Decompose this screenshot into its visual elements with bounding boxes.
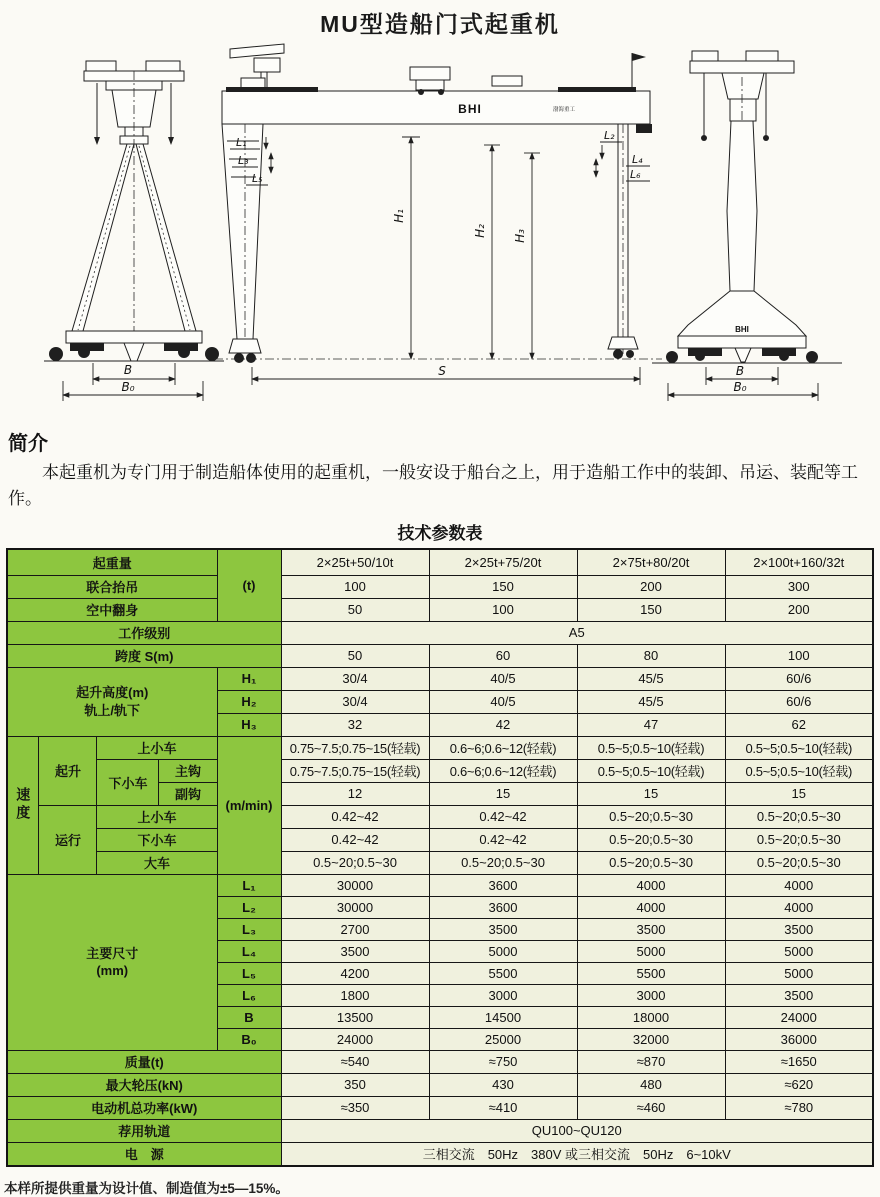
param-value: 2×75t+80/20t <box>577 549 725 576</box>
param-value: 45/5 <box>577 690 725 713</box>
param-value: ≈410 <box>429 1096 577 1119</box>
dim-label-l3: L₃ <box>238 154 249 167</box>
param-value: 24000 <box>281 1028 429 1050</box>
param-value: 42 <box>429 713 577 736</box>
param-value: 15 <box>725 782 873 805</box>
param-value: 15 <box>577 782 725 805</box>
param-value: 30000 <box>281 896 429 918</box>
param-value: 36000 <box>725 1028 873 1050</box>
row-label-power-supply: 电 源 <box>7 1142 281 1166</box>
param-value: 5000 <box>429 940 577 962</box>
table-title: 技术参数表 <box>397 523 483 543</box>
param-value: 4000 <box>725 874 873 896</box>
row-key-l3: L₃ <box>217 918 281 940</box>
dim-label-l1: L₁ <box>236 136 247 149</box>
param-value: 2×25t+50/10t <box>281 549 429 576</box>
row-label-aux-hook: 副钩 <box>159 782 217 805</box>
param-value: 2700 <box>281 918 429 940</box>
param-value: 200 <box>725 598 873 621</box>
param-value: 24000 <box>725 1006 873 1028</box>
param-value: ≈750 <box>429 1050 577 1073</box>
param-value: 2×100t+160/32t <box>725 549 873 576</box>
row-key-h2: H₂ <box>217 690 281 713</box>
param-value: 350 <box>281 1073 429 1096</box>
param-value: 0.5~20;0.5~30 <box>725 851 873 874</box>
dim-label-b-left: B <box>123 363 133 377</box>
row-key-l6: L₆ <box>217 984 281 1006</box>
param-value: 3500 <box>429 918 577 940</box>
param-value: 3600 <box>429 896 577 918</box>
param-value: ≈1650 <box>725 1050 873 1073</box>
dim-label-b-right: B <box>735 364 745 378</box>
row-label-rail: 荐用轨道 <box>7 1119 281 1142</box>
param-value: 60/6 <box>725 690 873 713</box>
row-label-mass: 质量(t) <box>7 1050 281 1073</box>
row-label-speed <box>7 736 39 874</box>
crane-drawing <box>0 41 880 419</box>
row-label-main-dimensions <box>7 874 217 1050</box>
param-value: 47 <box>577 713 725 736</box>
row-key-l1: L₁ <box>217 874 281 896</box>
main-dimensions-unit: (mm) <box>96 963 129 979</box>
param-value: 13500 <box>281 1006 429 1028</box>
row-label-air-turnover: 空中翻身 <box>7 598 217 621</box>
dim-label-h2: H₂ <box>473 224 487 238</box>
row-label-motor-power: 电动机总功率(kW) <box>7 1096 281 1119</box>
param-value: 0.5~20;0.5~30 <box>281 851 429 874</box>
row-label-duty-class: 工作级别 <box>7 621 281 644</box>
param-value: 0.5~20;0.5~30 <box>725 805 873 828</box>
row-key-l5: L₅ <box>217 962 281 984</box>
dim-label-b0-left: B₀ <box>121 380 135 394</box>
catalog-page <box>0 6 880 1196</box>
param-value: 5500 <box>577 962 725 984</box>
param-value: 0.42~42 <box>281 828 429 851</box>
param-value: 3500 <box>725 918 873 940</box>
main-dimensions-label: 主要尺寸 <box>86 945 139 961</box>
param-value: 0.5~5;0.5~10(轻载) <box>577 736 725 759</box>
param-value: 5000 <box>725 962 873 984</box>
param-value: 0.42~42 <box>281 805 429 828</box>
param-value: 150 <box>429 575 577 598</box>
girder-brand-label: BHI <box>458 102 482 116</box>
row-label-span: 跨度 S(m) <box>7 644 281 667</box>
dim-label-b0-right: B₀ <box>733 380 747 394</box>
param-value: 32000 <box>577 1028 725 1050</box>
intro-paragraph: 本起重机为专门用于制造船体使用的起重机，一般安设于船台之上，用于造船工作中的装卸、吊运、装配等工作。 <box>8 463 858 509</box>
row-label-travelling: 运行 <box>39 805 97 874</box>
intro-heading: 简介 <box>8 433 48 455</box>
param-value: 30/4 <box>281 690 429 713</box>
param-value: 15 <box>429 782 577 805</box>
row-key-h1: H₁ <box>217 667 281 690</box>
param-value: 100 <box>429 598 577 621</box>
row-label-upper-trolley-travel: 上小车 <box>97 805 217 828</box>
param-value: 150 <box>577 598 725 621</box>
param-value: 18000 <box>577 1006 725 1028</box>
param-value: 100 <box>281 575 429 598</box>
param-value: 3000 <box>577 984 725 1006</box>
param-value: 5000 <box>725 940 873 962</box>
param-value: 4200 <box>281 962 429 984</box>
param-value: 0.5~5;0.5~10(轻载) <box>725 759 873 782</box>
param-value: 200 <box>577 575 725 598</box>
param-value: 62 <box>725 713 873 736</box>
param-value: 40/5 <box>429 690 577 713</box>
row-label-lifting-height <box>7 667 217 736</box>
param-value: 0.5~20;0.5~30 <box>725 828 873 851</box>
param-value: 100 <box>725 644 873 667</box>
param-value: 50 <box>281 598 429 621</box>
row-label-main-hook: 主钩 <box>159 759 217 782</box>
param-value: 12 <box>281 782 429 805</box>
param-value: 430 <box>429 1073 577 1096</box>
param-value: 3500 <box>281 940 429 962</box>
param-value: 0.42~42 <box>429 805 577 828</box>
param-value: ≈870 <box>577 1050 725 1073</box>
param-value: 3500 <box>577 918 725 940</box>
param-value: 0.75~7.5;0.75~15(轻载) <box>281 736 429 759</box>
dim-label-h3: H₃ <box>513 229 527 243</box>
param-value: 30000 <box>281 874 429 896</box>
unit-t-cell: (t) <box>217 549 281 622</box>
param-value: 50 <box>281 644 429 667</box>
row-label-lower-trolley-travel: 下小车 <box>97 828 217 851</box>
param-value: 0.6~6;0.6~12(轻载) <box>429 736 577 759</box>
param-value: ≈780 <box>725 1096 873 1119</box>
param-value: 0.5~20;0.5~30 <box>577 828 725 851</box>
intro-section <box>8 427 870 513</box>
row-label-wheel-load: 最大轮压(kN) <box>7 1073 281 1096</box>
lifting-height-sublabel: 轨上/轨下 <box>84 702 141 718</box>
param-value: 300 <box>725 575 873 598</box>
row-key-l4: L₄ <box>217 940 281 962</box>
param-value: 0.6~6;0.6~12(轻载) <box>429 759 577 782</box>
dim-label-s: S <box>438 364 446 378</box>
row-label-capacity: 起重量 <box>7 549 217 576</box>
footnote: 本样所提供重量为设计值、制造值为±5—15%。 <box>4 1180 289 1196</box>
param-value: A5 <box>281 621 873 644</box>
lifting-height-label: 起升高度(m) <box>76 685 149 701</box>
param-value: 4000 <box>577 896 725 918</box>
page-title: MU型造船门式起重机 <box>320 11 560 37</box>
left-view <box>44 61 224 401</box>
dim-label-h1: H₁ <box>392 209 406 223</box>
row-label-joint-lift: 联合抬吊 <box>7 575 217 598</box>
param-value: 0.5~20;0.5~30 <box>429 851 577 874</box>
right-view <box>652 51 842 401</box>
param-value: 14500 <box>429 1006 577 1028</box>
row-key-h3: H₃ <box>217 713 281 736</box>
param-value: ≈540 <box>281 1050 429 1073</box>
row-label-lower-trolley-hoist: 下小车 <box>97 759 159 805</box>
param-value: 30/4 <box>281 667 429 690</box>
param-value: 0.5~5;0.5~10(轻载) <box>725 736 873 759</box>
param-value: 40/5 <box>429 667 577 690</box>
param-value: 0.5~20;0.5~30 <box>577 851 725 874</box>
param-value: 32 <box>281 713 429 736</box>
param-value: 3000 <box>429 984 577 1006</box>
param-value: 25000 <box>429 1028 577 1050</box>
param-value: ≈620 <box>725 1073 873 1096</box>
dim-label-l4: L₄ <box>632 153 643 166</box>
param-value: 0.42~42 <box>429 828 577 851</box>
row-label-gantry-travel: 大车 <box>97 851 217 874</box>
dim-label-l5: L₅ <box>252 172 263 185</box>
param-value: 0.5~20;0.5~30 <box>577 805 725 828</box>
unit-m-min-cell: (m/min) <box>217 736 281 874</box>
param-value: 480 <box>577 1073 725 1096</box>
param-value: 45/5 <box>577 667 725 690</box>
dim-label-l6: L₆ <box>630 168 641 181</box>
param-value: 2×25t+75/20t <box>429 549 577 576</box>
dim-label-l2: L₂ <box>604 129 615 142</box>
param-value: ≈460 <box>577 1096 725 1119</box>
param-value: 三相交流 50Hz 380V 或三相交流 50Hz 6~10kV <box>281 1142 873 1166</box>
param-value: 5000 <box>577 940 725 962</box>
girder-company-label: 渤海重工 <box>553 107 576 113</box>
param-value: ≈350 <box>281 1096 429 1119</box>
param-value: 5500 <box>429 962 577 984</box>
row-label-upper-trolley-hoist: 上小车 <box>97 736 217 759</box>
param-value: 1800 <box>281 984 429 1006</box>
speed-label: 速度 <box>15 787 32 824</box>
row-key-b: B <box>217 1006 281 1028</box>
param-value: 4000 <box>725 896 873 918</box>
param-value: 80 <box>577 644 725 667</box>
row-label-hoisting: 起升 <box>39 736 97 805</box>
param-value: 3600 <box>429 874 577 896</box>
param-value: 4000 <box>577 874 725 896</box>
param-value: 0.5~5;0.5~10(轻载) <box>577 759 725 782</box>
row-key-b0: B₀ <box>217 1028 281 1050</box>
param-value: QU100~QU120 <box>281 1119 873 1142</box>
param-value: 60 <box>429 644 577 667</box>
front-view <box>214 44 662 385</box>
row-key-l2: L₂ <box>217 896 281 918</box>
param-value: 60/6 <box>725 667 873 690</box>
leg-brand-label: BHI <box>735 325 749 334</box>
param-value: 3500 <box>725 984 873 1006</box>
parameters-table <box>6 548 874 1167</box>
param-value: 0.75~7.5;0.75~15(轻载) <box>281 759 429 782</box>
